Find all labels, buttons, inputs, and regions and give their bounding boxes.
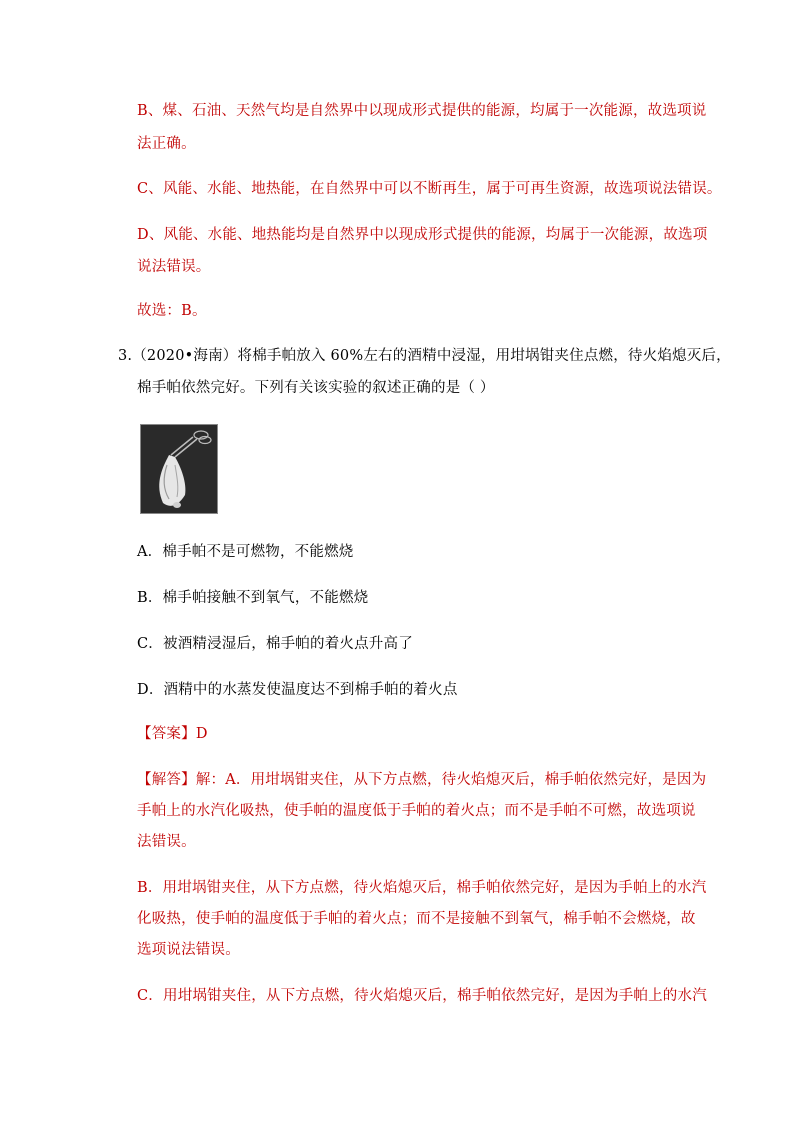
answer-line (137, 720, 684, 749)
question-3-line2: 棉手帕依然完好。下列有关该实验的叙述正确的是（ ） (137, 380, 495, 396)
analysis-a-line2: 手帕上的水汽化吸热，使手帕的温度低于手帕的着火点；而不是手帕不可燃，故选项说 (137, 803, 696, 819)
handkerchief-photo-icon (140, 424, 218, 514)
analysis-label: 【解答】 (137, 772, 196, 788)
analysis-a-line3: 法错误。 (137, 834, 196, 850)
option-b: B．棉手帕接触不到氧气，不能燃烧 (137, 590, 369, 606)
analysis-a-line1 (137, 766, 707, 795)
analysis-a-text1: 解：A．用坩埚钳夹住，从下方点燃，待火焰熄灭后，棉手帕依然完好，是因为 (195, 772, 707, 788)
option-d: D．酒精中的水蒸发使温度达不到棉手帕的着火点 (137, 682, 458, 698)
explanation-d-line2: 说法错误。 (137, 259, 211, 275)
answer-label: 【答案】 (137, 726, 196, 742)
analysis-b-line2: 化吸热，使手帕的温度低于手帕的着火点；而不是接触不到氧气，棉手帕不会燃烧，故 (137, 911, 696, 927)
option-a: A．棉手帕不是可燃物，不能燃烧 (137, 544, 354, 560)
explanation-b-line1: B、煤、石油、天然气均是自然界中以现成形式提供的能源，均属于一次能源，故选项说 (137, 103, 707, 119)
analysis-c-line1: C．用坩埚钳夹住，从下方点燃，待火焰熄灭后，棉手帕依然完好，是因为手帕上的水汽 (137, 988, 707, 1004)
explanation-c-line1: C、风能、水能、地热能，在自然界中可以不断再生，属于可再生资源，故选项说法错误。 (137, 181, 722, 197)
previous-answer: 故选：B。 (137, 303, 207, 319)
question-3-line1: 3.（2020•海南）将棉手帕放入 60%左右的酒精中浸湿，用坩埚钳夹住点燃，待火焰熄灭后， (118, 348, 731, 364)
answer-value: D (195, 726, 208, 742)
analysis-b-line3: 选项说法错误。 (137, 942, 240, 958)
explanation-b-line2: 法正确。 (137, 136, 196, 152)
option-c: C．被酒精浸湿后，棉手帕的着火点升高了 (137, 636, 413, 652)
analysis-b-line1: B．用坩埚钳夹住，从下方点燃，待火焰熄灭后，棉手帕依然完好，是因为手帕上的水汽 (137, 880, 707, 896)
explanation-d-line1: D、风能、水能、地热能均是自然界中以现成形式提供的能源，均属于一次能源，故选项 (137, 227, 708, 243)
